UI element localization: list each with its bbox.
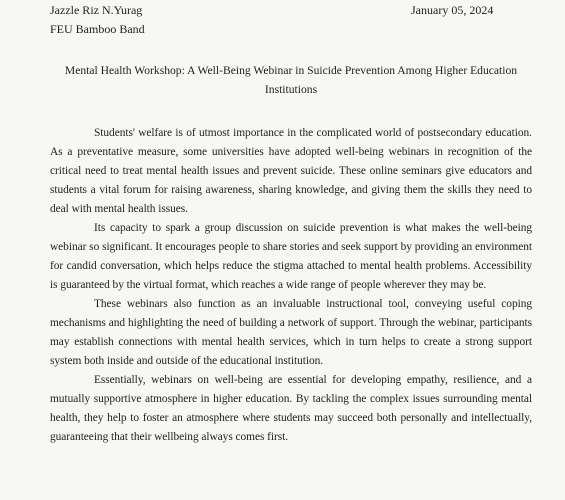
author-name: Jazzle Riz N.Yurag [50,3,143,17]
body-paragraph: Its capacity to spark a group discussion on suicide prevention is what makes the well-being webinar so significant. It encourages people to share stories and seek support by providing an environment for candid conversation, which helps reduce the stigma attached to mental health problems. Accessibility is guaranteed by the virtual format, which reaches a wide range of people wherever they may be. [50,222,532,291]
document-body [50,124,532,447]
body-paragraph: Students' welfare is of utmost importance in the complicated world of postsecondary education. As a preventative measure, some universities have adopted well-being webinars in recognition of the critical need to treat mental health issues and prevent suicide. These online seminars give educators and students a vital forum for raising awareness, sharing knowledge, and giving them the skills they need to deal with mental health issues. [50,127,532,215]
document-title: Mental Health Workshop: A Well-Being Webinar in Suicide Prevention Among Higher Education Institutions [64,64,518,96]
body-paragraph: Essentially, webinars on well-being are essential for developing empathy, resilience, and a mutually supportive atmosphere in higher education. By tackling the complex issues surrounding mental health, they help to foster an atmosphere where students may succeed both personally and intellectually, guaranteeing that their wellbeing always comes first. [50,374,532,443]
organization-name: FEU Bamboo Band [50,22,145,36]
document-date: January 05, 2024 [411,3,494,17]
body-paragraph: These webinars also function as an invaluable instructional tool, conveying useful coping mechanisms and highlighting the need of building a network of support. Through the webinar, participants may establish connections with mental health services, which in turn helps to create a strong support system both inside and outside of the educational institution. [50,298,532,367]
